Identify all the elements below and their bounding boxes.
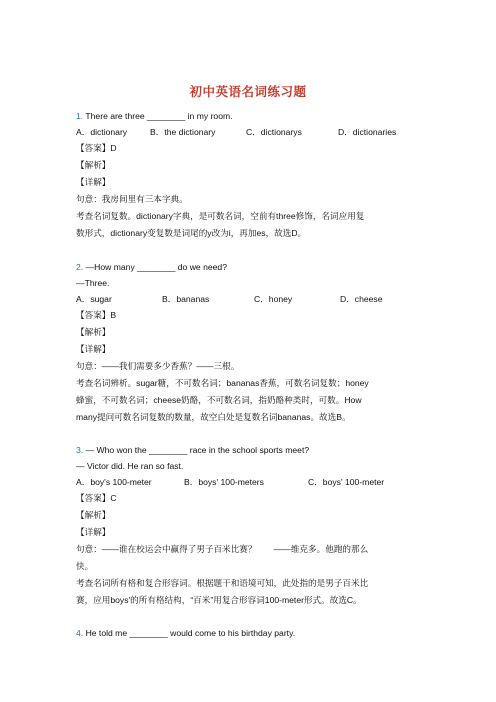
question-3-detail: 【详解】: [76, 527, 111, 537]
question-1-explanation-2: 考查名词复数。dictionary字典，是可数名词，空前有three修饰，名词应用复: [76, 211, 365, 221]
question-2-number: 2.: [76, 262, 84, 272]
question-2-explanation-4: many提问可数名词复数的数量，故空白处是复数名词bananas。故选B。: [76, 412, 351, 422]
question-2-detail: 【详解】: [76, 344, 111, 354]
page-title: 初中英语名词练习题: [189, 85, 307, 99]
option-d: D．cheese: [340, 294, 383, 304]
question-2-options: [76, 293, 426, 305]
option-c: C．honey: [254, 294, 293, 304]
question-3-explanation-1: 句意：——谁在校运会中赢得了男子百米比赛？ ——维克多。他跑的那么: [76, 544, 369, 554]
question-4-number: 4.: [76, 628, 84, 638]
question-1-number: 1.: [76, 111, 84, 121]
question-3-answer: 【答案】C: [76, 493, 117, 503]
question-3-explanation-3: 考查名词所有格和复合形容词。根据题干和语境可知，此处指的是男子百米比: [76, 578, 369, 588]
question-2-explanation-1: 句意：——我们需要多少香蕉？——三根。: [76, 361, 240, 371]
question-4-stem: [76, 627, 426, 639]
question-1-options: [76, 126, 426, 138]
question-2-explanation-2: 考查名词辨析。sugar糖，不可数名词；bananas香蕉，可数名词复数；honey: [76, 378, 369, 388]
question-2-analysis: 【解析】: [76, 327, 111, 337]
question-3-reply: — Victor did. He ran so fast.: [76, 461, 184, 471]
question-3-number: 3.: [76, 445, 84, 455]
question-2-stem: [76, 261, 426, 273]
question-1-answer: 【答案】D: [76, 143, 117, 153]
option-d: D．dictionaries: [338, 127, 397, 137]
question-1-analysis: 【解析】: [76, 160, 111, 170]
question-1-stem: [76, 110, 426, 122]
option-a: A．boy's 100-meter: [76, 477, 152, 487]
question-1-explanation-3: 数形式，dictionary变复数是词尾的y改为i，再加es，故选D。: [76, 228, 307, 238]
question-3-explanation-2: 快。: [76, 561, 94, 571]
question-1-explanation-1: 句意：我房间里有三本字典。: [76, 194, 188, 204]
question-2-text: —How many ________ do we need?: [85, 262, 227, 272]
question-3-text: — Who won the ________ race in the school sports meet?: [85, 445, 310, 455]
option-a: A．sugar: [76, 294, 112, 304]
question-3-stem: [76, 444, 426, 456]
option-c: C．boys' 100-meter: [308, 477, 385, 487]
question-3-explanation-4: 赛，应用boys'的所有格结构，“百米”用复合形容词100-meter形式。故选C。: [76, 595, 362, 605]
question-2-answer: 【答案】B: [76, 310, 117, 320]
option-b: B．the dictionary: [150, 127, 216, 137]
question-1-text: There are three ________ in my room.: [85, 111, 233, 121]
option-c: C．dictionarys: [246, 127, 302, 137]
question-4-text: He told me ________ would come to his birthday party.: [85, 628, 296, 638]
option-b: B．boys' 100-meters: [184, 477, 264, 487]
question-1-detail: 【详解】: [76, 177, 111, 187]
question-3-options: [76, 476, 426, 488]
question-3-analysis: 【解析】: [76, 510, 111, 520]
option-a: A．dictionary: [76, 127, 128, 137]
question-2-explanation-3: 蜂蜜，不可数名词；cheese奶酪，不可数名词，指奶酪种类时，可数。How: [76, 395, 362, 405]
question-2-reply: —Three.: [76, 278, 110, 288]
option-b: B．bananas: [162, 294, 210, 304]
